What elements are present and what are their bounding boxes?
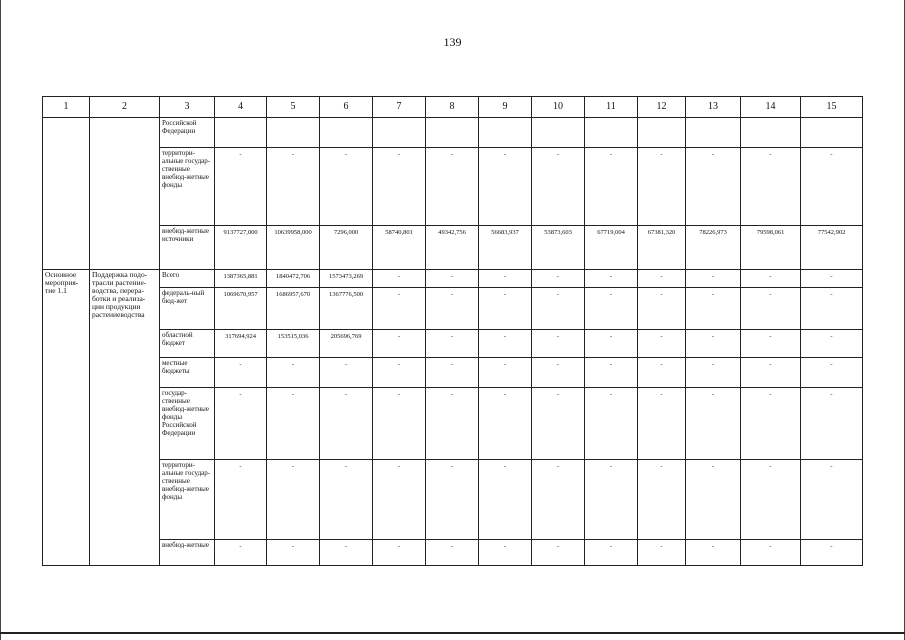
value-cell: 49342,756 bbox=[426, 226, 479, 270]
value-cell: 205696,769 bbox=[320, 330, 373, 358]
value-cell: - bbox=[426, 388, 479, 460]
value-cell: - bbox=[801, 388, 863, 460]
value-cell: 77542,902 bbox=[801, 226, 863, 270]
value-cell: - bbox=[479, 270, 532, 288]
value-cell: - bbox=[801, 540, 863, 566]
event-code-cell bbox=[43, 118, 90, 270]
value-cell: - bbox=[686, 288, 741, 330]
table-row bbox=[43, 270, 863, 288]
value-cell: - bbox=[638, 460, 686, 540]
value-cell: - bbox=[532, 288, 585, 330]
value-cell: - bbox=[426, 330, 479, 358]
value-cell: - bbox=[373, 330, 426, 358]
table-row bbox=[43, 460, 863, 540]
value-cell: - bbox=[426, 288, 479, 330]
value-cell: - bbox=[686, 330, 741, 358]
column-header: 12 bbox=[638, 97, 686, 118]
column-header: 15 bbox=[801, 97, 863, 118]
column-header: 10 bbox=[532, 97, 585, 118]
value-cell: - bbox=[320, 388, 373, 460]
value-cell: - bbox=[801, 288, 863, 330]
value-cell: - bbox=[373, 358, 426, 388]
value-cell: - bbox=[479, 460, 532, 540]
scan-bottom-rule bbox=[0, 632, 905, 634]
column-header: 11 bbox=[585, 97, 638, 118]
value-cell: - bbox=[320, 358, 373, 388]
value-cell: - bbox=[686, 540, 741, 566]
value-cell: 79598,061 bbox=[741, 226, 801, 270]
value-cell: 1069670,957 bbox=[215, 288, 267, 330]
value-cell: - bbox=[686, 270, 741, 288]
value-cell: - bbox=[585, 540, 638, 566]
value-cell: - bbox=[741, 270, 801, 288]
value-cell: - bbox=[801, 148, 863, 226]
value-cell: - bbox=[215, 148, 267, 226]
value-cell: - bbox=[638, 270, 686, 288]
value-cell: - bbox=[479, 358, 532, 388]
table-row bbox=[43, 118, 863, 148]
value-cell: - bbox=[638, 540, 686, 566]
value-cell: - bbox=[426, 358, 479, 388]
value-cell: - bbox=[686, 460, 741, 540]
value-cell: - bbox=[215, 388, 267, 460]
value-cell: - bbox=[267, 148, 320, 226]
value-cell: - bbox=[741, 460, 801, 540]
value-cell: - bbox=[373, 540, 426, 566]
funding-source-cell: внебюд-жетные источники bbox=[160, 226, 215, 270]
value-cell: - bbox=[532, 358, 585, 388]
value-cell: - bbox=[267, 460, 320, 540]
value-cell: - bbox=[479, 148, 532, 226]
value-cell: 1387365,881 bbox=[215, 270, 267, 288]
value-cell: - bbox=[373, 388, 426, 460]
value-cell bbox=[320, 118, 373, 148]
value-cell: 10639958,000 bbox=[267, 226, 320, 270]
value-cell bbox=[426, 118, 479, 148]
column-header: 2 bbox=[90, 97, 160, 118]
value-cell bbox=[267, 118, 320, 148]
value-cell: - bbox=[801, 358, 863, 388]
value-cell: - bbox=[532, 270, 585, 288]
table-row bbox=[43, 148, 863, 226]
value-cell: 1573473,269 bbox=[320, 270, 373, 288]
table-row bbox=[43, 330, 863, 358]
value-cell: - bbox=[801, 270, 863, 288]
value-cell bbox=[479, 118, 532, 148]
column-header: 9 bbox=[479, 97, 532, 118]
value-cell: 78226,973 bbox=[686, 226, 741, 270]
value-cell: 1367776,500 bbox=[320, 288, 373, 330]
value-cell: - bbox=[426, 148, 479, 226]
funding-source-cell: федераль-ный бюд-жет bbox=[160, 288, 215, 330]
value-cell: 58740,801 bbox=[373, 226, 426, 270]
value-cell bbox=[215, 118, 267, 148]
value-cell: 317694,924 bbox=[215, 330, 267, 358]
value-cell: - bbox=[585, 388, 638, 460]
value-cell: - bbox=[741, 540, 801, 566]
funding-source-cell: областной бюджет bbox=[160, 330, 215, 358]
event-name-cell bbox=[90, 118, 160, 270]
value-cell: - bbox=[585, 460, 638, 540]
value-cell: - bbox=[532, 388, 585, 460]
value-cell: - bbox=[638, 148, 686, 226]
value-cell: - bbox=[585, 358, 638, 388]
header-row bbox=[43, 97, 863, 118]
value-cell: - bbox=[267, 540, 320, 566]
value-cell: 153515,036 bbox=[267, 330, 320, 358]
value-cell: - bbox=[320, 460, 373, 540]
column-header: 6 bbox=[320, 97, 373, 118]
value-cell: - bbox=[585, 330, 638, 358]
value-cell: - bbox=[479, 288, 532, 330]
value-cell: 67719,004 bbox=[585, 226, 638, 270]
table-row bbox=[43, 288, 863, 330]
value-cell bbox=[741, 118, 801, 148]
event-name-cell: Поддержка подо-трасли растение-водства, перера-ботки и реализа-ции продукции растениеводства bbox=[90, 270, 160, 566]
value-cell: - bbox=[532, 460, 585, 540]
value-cell: - bbox=[638, 288, 686, 330]
value-cell: - bbox=[215, 540, 267, 566]
funding-source-cell: внебюд-жетные bbox=[160, 540, 215, 566]
value-cell: - bbox=[215, 358, 267, 388]
value-cell: - bbox=[373, 460, 426, 540]
value-cell: - bbox=[638, 330, 686, 358]
value-cell: - bbox=[479, 540, 532, 566]
value-cell: - bbox=[479, 330, 532, 358]
event-code-cell: Основное мероприя-тие 1.1 bbox=[43, 270, 90, 566]
value-cell: - bbox=[741, 288, 801, 330]
table-row bbox=[43, 388, 863, 460]
scan-edge-left bbox=[0, 0, 1, 640]
value-cell: - bbox=[426, 540, 479, 566]
table-body bbox=[43, 118, 863, 566]
funding-source-cell: Всего bbox=[160, 270, 215, 288]
value-cell: - bbox=[801, 330, 863, 358]
column-header: 7 bbox=[373, 97, 426, 118]
column-header: 5 bbox=[267, 97, 320, 118]
value-cell: 67381,320 bbox=[638, 226, 686, 270]
value-cell: - bbox=[585, 148, 638, 226]
value-cell: 53873,603 bbox=[532, 226, 585, 270]
value-cell: - bbox=[638, 388, 686, 460]
table-row bbox=[43, 358, 863, 388]
value-cell bbox=[801, 118, 863, 148]
value-cell: - bbox=[532, 148, 585, 226]
value-cell: - bbox=[373, 148, 426, 226]
value-cell: - bbox=[373, 288, 426, 330]
value-cell bbox=[585, 118, 638, 148]
value-cell: - bbox=[686, 148, 741, 226]
value-cell: 7296,000 bbox=[320, 226, 373, 270]
page-number: 139 bbox=[443, 35, 462, 49]
column-header: 13 bbox=[686, 97, 741, 118]
funding-source-cell: местные бюджеты bbox=[160, 358, 215, 388]
value-cell bbox=[638, 118, 686, 148]
funding-source-cell: территори-альные государ-ственные внебюд-жетные фонды bbox=[160, 460, 215, 540]
budget-table bbox=[42, 96, 863, 566]
funding-source-cell: Российской Федерации bbox=[160, 118, 215, 148]
column-header: 8 bbox=[426, 97, 479, 118]
value-cell: - bbox=[638, 358, 686, 388]
value-cell: - bbox=[585, 288, 638, 330]
value-cell: 56683,937 bbox=[479, 226, 532, 270]
value-cell: - bbox=[320, 148, 373, 226]
value-cell: - bbox=[686, 388, 741, 460]
value-cell: - bbox=[741, 358, 801, 388]
value-cell: - bbox=[532, 330, 585, 358]
value-cell: - bbox=[267, 358, 320, 388]
value-cell: - bbox=[479, 388, 532, 460]
column-header: 4 bbox=[215, 97, 267, 118]
value-cell: - bbox=[267, 388, 320, 460]
column-header: 3 bbox=[160, 97, 215, 118]
table-row bbox=[43, 226, 863, 270]
value-cell: - bbox=[741, 388, 801, 460]
value-cell: - bbox=[320, 540, 373, 566]
value-cell: - bbox=[426, 460, 479, 540]
value-cell: - bbox=[585, 270, 638, 288]
value-cell: - bbox=[741, 148, 801, 226]
column-header: 1 bbox=[43, 97, 90, 118]
value-cell: - bbox=[686, 358, 741, 388]
value-cell: 1840472,706 bbox=[267, 270, 320, 288]
value-cell: - bbox=[373, 270, 426, 288]
value-cell: - bbox=[215, 460, 267, 540]
funding-source-cell: государ-ственные внебюд-жетные фонды Российской Федерации bbox=[160, 388, 215, 460]
value-cell: - bbox=[801, 460, 863, 540]
value-cell: - bbox=[741, 330, 801, 358]
value-cell: 9137727,000 bbox=[215, 226, 267, 270]
value-cell: - bbox=[532, 540, 585, 566]
value-cell bbox=[532, 118, 585, 148]
value-cell bbox=[686, 118, 741, 148]
value-cell: - bbox=[426, 270, 479, 288]
funding-source-cell: территори-альные государ-ственные внебюд-жетные фонды bbox=[160, 148, 215, 226]
table-row bbox=[43, 540, 863, 566]
column-header: 14 bbox=[741, 97, 801, 118]
value-cell bbox=[373, 118, 426, 148]
value-cell: 1686957,670 bbox=[267, 288, 320, 330]
